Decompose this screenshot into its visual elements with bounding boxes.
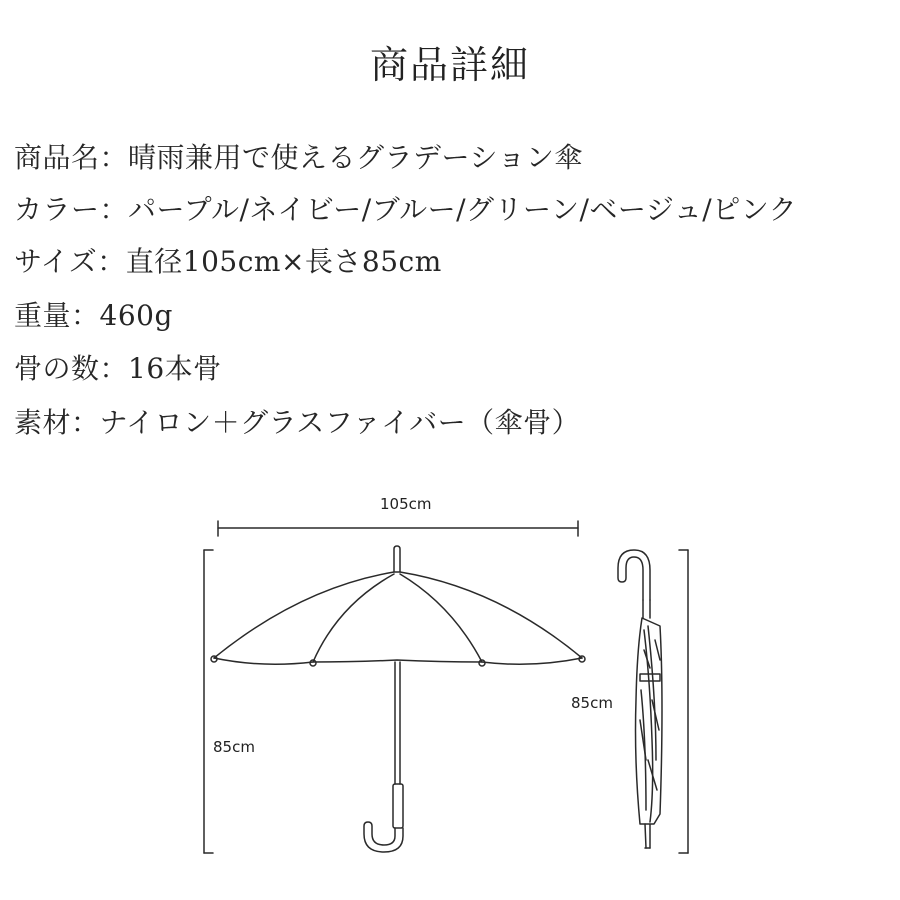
diameter-dimension-line (218, 521, 578, 536)
open-length-label: 85cm (213, 738, 255, 756)
spec-separator: ： (97, 245, 126, 278)
closed-umbrella-icon (618, 550, 662, 848)
spec-separator: ： (99, 141, 129, 174)
closed-height-dimension-line (679, 550, 688, 853)
open-height-dimension-line (204, 550, 213, 853)
closed-length-label: 85cm (571, 694, 613, 712)
spec-value: 460g (99, 299, 173, 332)
spec-label: サイズ (14, 245, 98, 278)
spec-value: 晴雨兼用で使えるグラデーション傘 (128, 141, 583, 174)
spec-label: 重量 (14, 299, 72, 332)
spec-label: カラー (14, 193, 100, 226)
spec-value: ナイロン＋グラスファイバー（傘骨） (99, 406, 581, 439)
diameter-label: 105cm (380, 495, 432, 513)
spec-separator: ： (71, 299, 100, 332)
spec-value: 16本骨 (128, 352, 222, 385)
spec-label: 素材 (14, 406, 72, 439)
spec-separator: ： (71, 406, 100, 439)
spec-label: 骨の数 (14, 352, 100, 385)
spec-value: パープル/ネイビー/ブルー/グリーン/ベージュ/ピンク (128, 193, 798, 226)
spec-separator: ： (99, 193, 129, 226)
spec-label: 商品名 (14, 141, 100, 174)
spec-value: 直径105cm×長さ85cm (125, 245, 442, 278)
page-title: 商品詳細 (369, 43, 530, 87)
open-umbrella-icon (211, 546, 585, 852)
spec-separator: ： (99, 352, 129, 385)
